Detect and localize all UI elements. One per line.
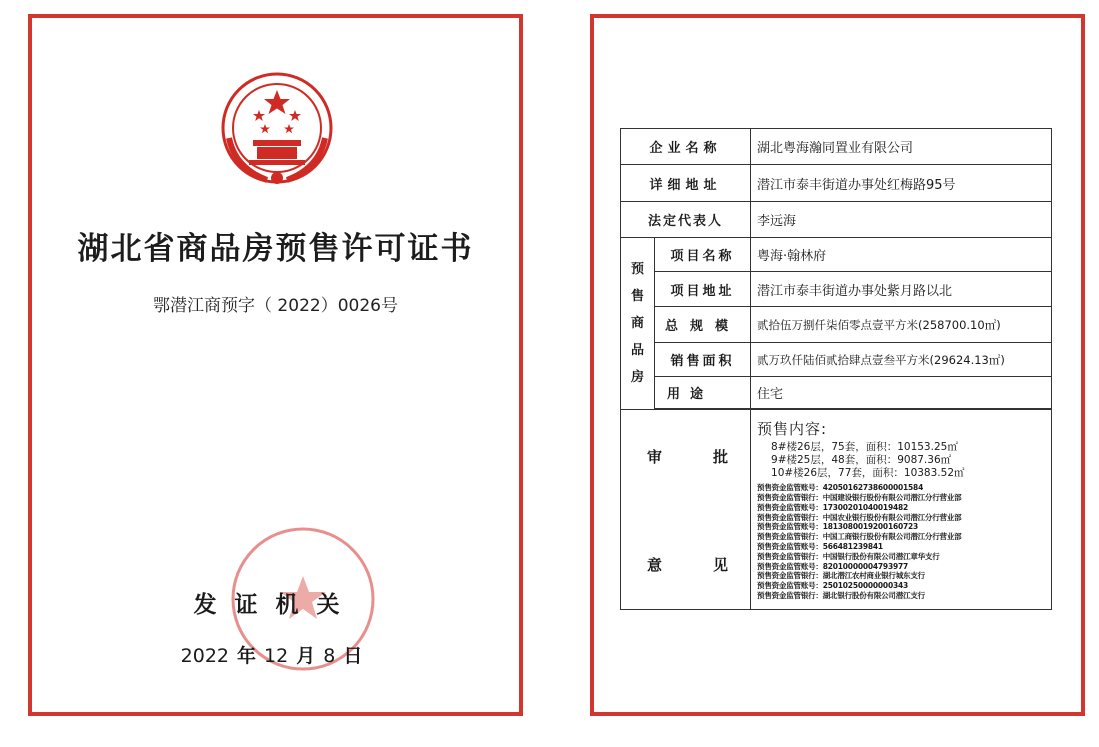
escrow-line: 预售资金监管银行：中国建设银行股份有限公司潜江分行营业部 bbox=[757, 493, 962, 503]
issue-day: 8 bbox=[323, 645, 336, 667]
escrow-line: 预售资金监管账号：566481239841 bbox=[757, 542, 883, 551]
building-line: 8#楼26层，75套，面积：10153.25㎡ bbox=[771, 441, 958, 454]
escrow-line: 预售资金监管银行：湖北潜江农村商业银行城东支行 bbox=[757, 571, 925, 581]
escrow-line: 预售资金监管账号：82010000004793977 bbox=[757, 561, 909, 571]
project-name-label: 项目名称 bbox=[655, 238, 751, 272]
escrow-line: 预售资金监管银行：中国银行股份有限公司潜江章华支行 bbox=[757, 551, 940, 561]
issuing-authority-label: 发证机关 bbox=[193, 592, 358, 618]
total-scale-label: 总规模 bbox=[655, 307, 751, 343]
legal-rep-value: 李远海 bbox=[751, 202, 1052, 238]
approval-row bbox=[621, 410, 1052, 610]
sales-area-row bbox=[621, 343, 1052, 377]
certificate-cover-page bbox=[28, 14, 523, 716]
project-name-row bbox=[621, 238, 1052, 272]
escrow-line: 预售资金监管银行：中国工商银行股份有限公司潜江分行营业部 bbox=[757, 532, 962, 542]
presale-group-label: 预 售 商 品 房 bbox=[621, 238, 655, 410]
usage-value: 住宅 bbox=[751, 377, 1052, 409]
certificate-detail-page bbox=[590, 14, 1085, 716]
address-row bbox=[621, 165, 1052, 202]
escrow-account-list bbox=[757, 483, 1045, 601]
year-char: 年 bbox=[237, 645, 257, 667]
project-name-value: 粤海·翰林府 bbox=[751, 238, 1052, 272]
escrow-line: 预售资金监管账号：17300201040019482 bbox=[757, 502, 909, 512]
approval-label: 审 批 意 见 bbox=[621, 410, 751, 610]
sales-area-value: 贰万玖仟陆佰贰拾肆点壹叁平方米(29624.13㎡) bbox=[751, 343, 1052, 377]
usage-row bbox=[621, 377, 1052, 409]
sales-area-label: 销售面积 bbox=[655, 343, 751, 377]
issue-date bbox=[32, 641, 519, 668]
presale-heading: 预售内容: bbox=[757, 420, 828, 439]
usage-label: 用途 bbox=[655, 377, 751, 409]
month-char: 月 bbox=[296, 645, 316, 667]
project-address-row bbox=[621, 272, 1052, 307]
escrow-line: 预售资金监管账号：25010250000000343 bbox=[757, 581, 909, 591]
national-emblem-icon bbox=[215, 68, 339, 192]
certificate-info-table bbox=[620, 128, 1052, 610]
day-char: 日 bbox=[343, 645, 363, 667]
escrow-line: 预售资金监管银行：中国农业银行股份有限公司潜江分行营业部 bbox=[757, 512, 962, 522]
legal-rep-row bbox=[621, 202, 1052, 238]
total-scale-value: 贰拾伍万捌仟柒佰零点壹平方米(258700.10㎡) bbox=[751, 307, 1052, 343]
escrow-line: 预售资金监管账号：42050162738600001584 bbox=[757, 483, 924, 493]
building-list bbox=[757, 441, 1045, 480]
address-label: 详细地址 bbox=[621, 165, 751, 202]
company-value: 湖北粤海瀚同置业有限公司 bbox=[751, 129, 1052, 165]
building-line: 10#楼26层，77套，面积：10383.52㎡ bbox=[771, 467, 965, 480]
issue-month: 12 bbox=[264, 645, 289, 667]
escrow-line: 预售资金监管账号：1813080019200160723 bbox=[757, 522, 919, 532]
issue-year: 2022 bbox=[180, 645, 230, 667]
project-address-label: 项目地址 bbox=[655, 272, 751, 307]
building-line: 9#楼25层，48套，面积：9087.36㎡ bbox=[771, 454, 952, 467]
approval-content bbox=[751, 410, 1052, 610]
certificate-title: 湖北省商品房预售许可证书 bbox=[77, 231, 474, 267]
total-scale-row bbox=[621, 307, 1052, 343]
project-address-value: 潜江市泰丰街道办事处紫月路以北 bbox=[751, 272, 1052, 307]
escrow-line: 预售资金监管银行：湖北银行股份有限公司潜江支行 bbox=[757, 590, 925, 600]
company-label: 企业名称 bbox=[621, 129, 751, 165]
legal-rep-label: 法定代表人 bbox=[621, 202, 751, 238]
company-row bbox=[621, 129, 1052, 165]
address-value: 潜江市泰丰街道办事处红梅路95号 bbox=[751, 165, 1052, 202]
certificate-number: 鄂潜江商预字（ 2022）0026号 bbox=[153, 296, 398, 316]
